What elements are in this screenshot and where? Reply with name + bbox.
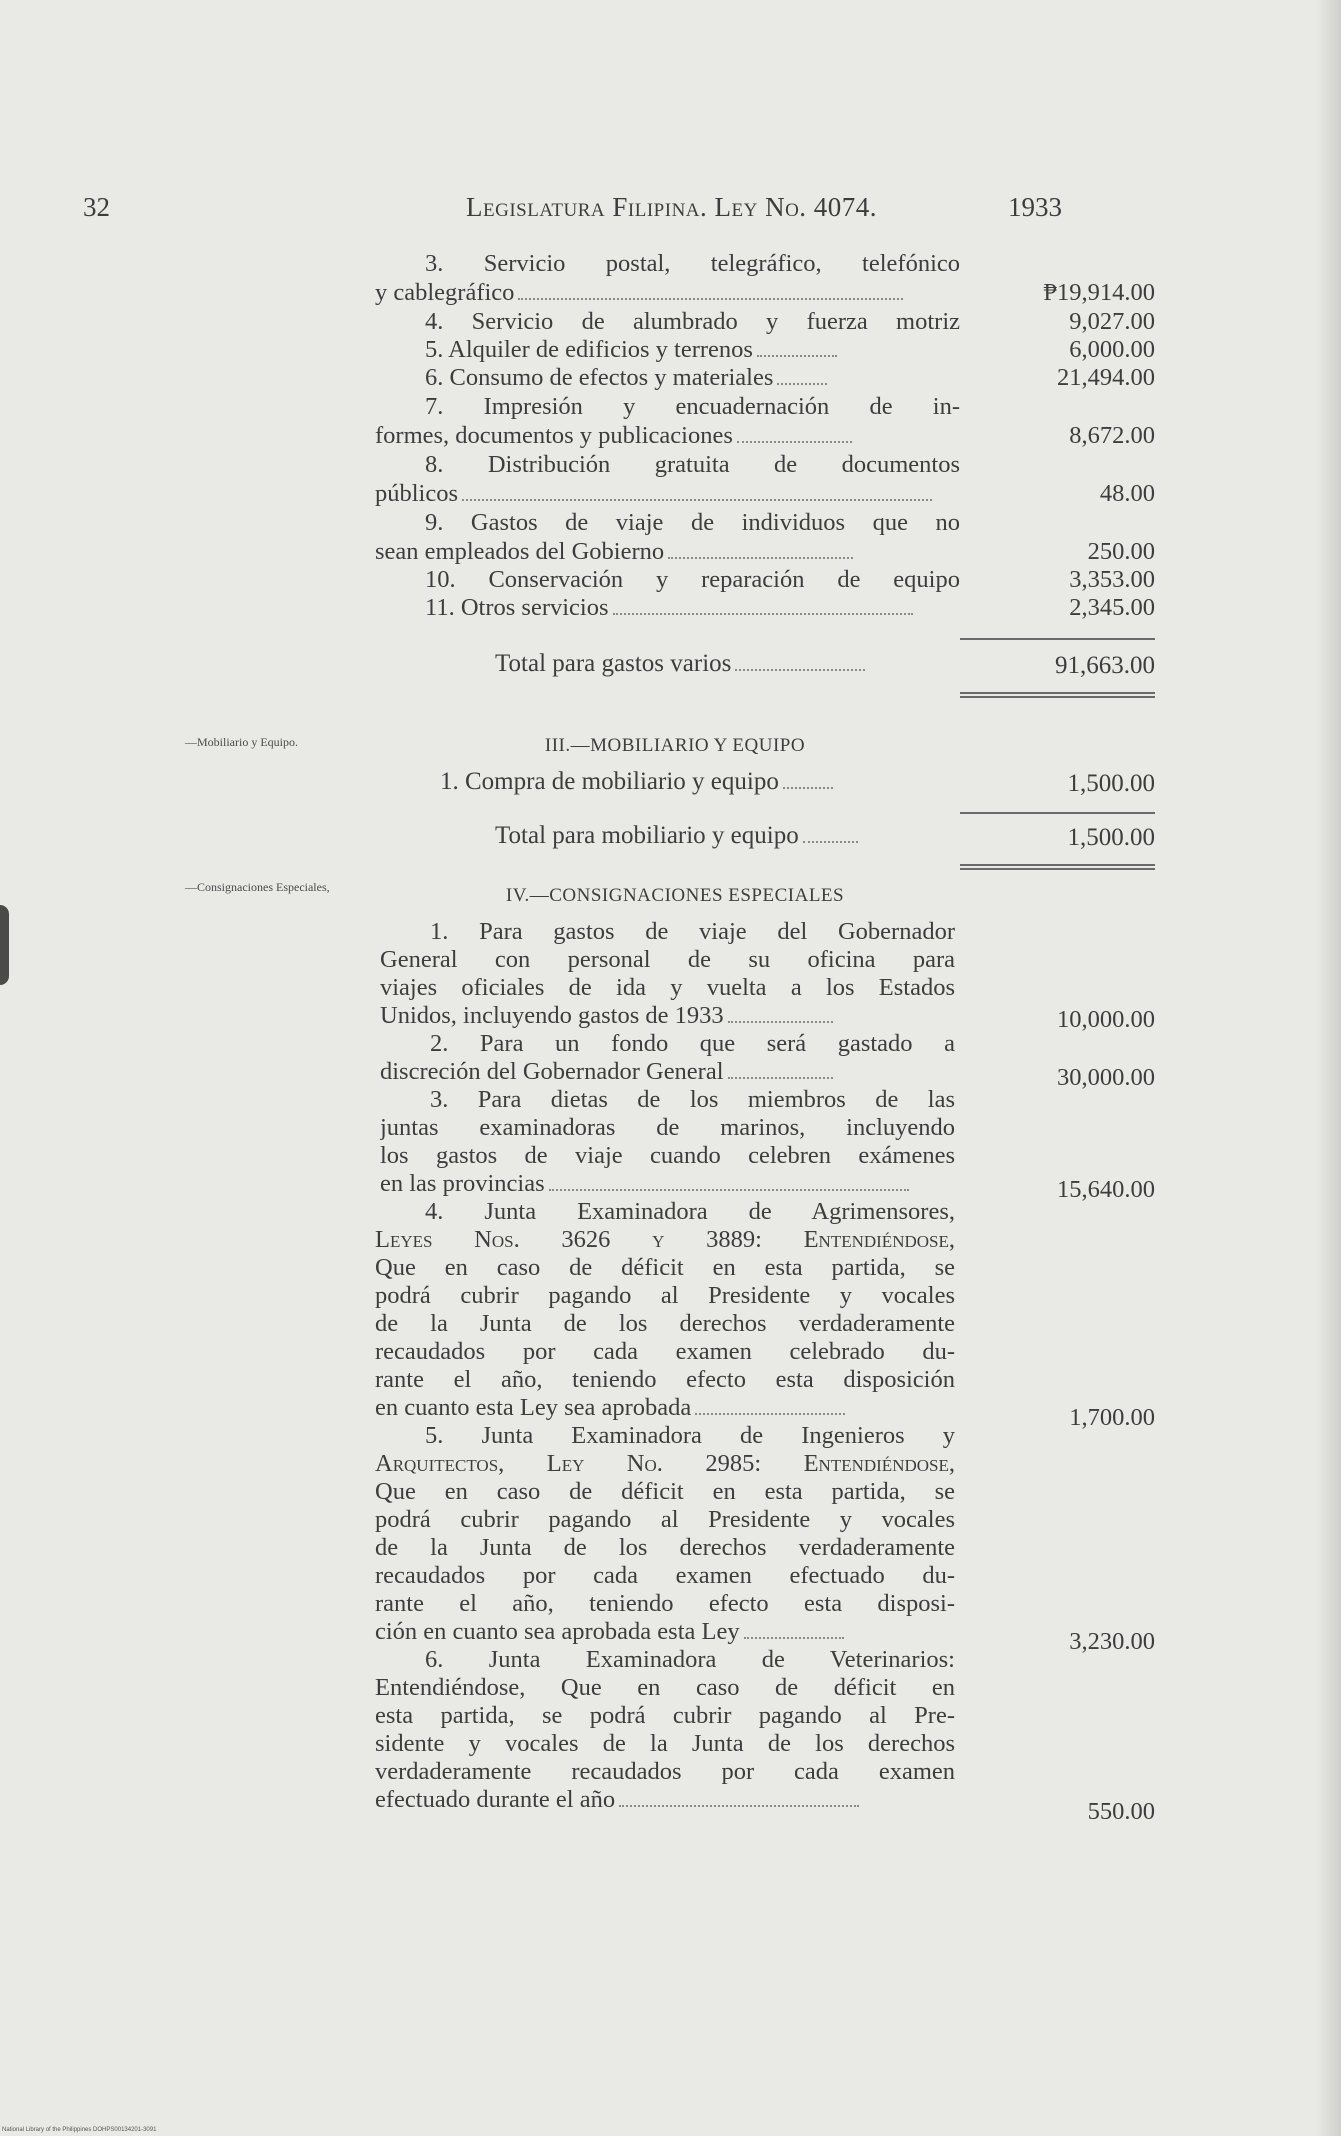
dot-leader [777, 367, 827, 385]
list-item: 9. Gastos de viaje de individuos que no [425, 509, 960, 536]
amount: 1,700.00 [1069, 1404, 1155, 1431]
amount: 48.00 [1099, 480, 1155, 507]
list-item: discreción del Gobernador General [380, 1058, 833, 1086]
running-title: Legislatura Filipina. Ley No. 4074. [466, 192, 878, 222]
list-item: 6. Consumo de efectos y materiales [375, 364, 827, 392]
dot-leader [462, 483, 932, 501]
list-item: recaudados por cada examen celebrado du- [375, 1338, 955, 1365]
list-item: Leyes Nos. 3626 y 3889: Entendiéndose, [375, 1226, 955, 1253]
amount: ₱19,914.00 [1043, 279, 1155, 306]
list-item: 10. Conservación y reparación de equipo [425, 566, 960, 593]
list-item: de la Junta de los derechos verdaderamente [375, 1534, 955, 1561]
dot-leader [783, 771, 833, 789]
total-mobiliario-label: Total para mobiliario y equipo [495, 822, 858, 850]
list-item: los gastos de viaje cuando celebren exámenes [380, 1142, 955, 1169]
total-gastos-varios-amount: 91,663.00 [1055, 652, 1155, 679]
list-item: públicos [375, 480, 932, 508]
dot-leader [613, 597, 913, 615]
list-item: Unidos, incluyendo gastos de 1933 [380, 1002, 833, 1030]
list-item: formes, documentos y publicaciones [375, 422, 852, 450]
list-item: 6. Junta Examinadora de Veterinarios: [425, 1646, 955, 1673]
list-item: 8. Distribución gratuita de documentos [425, 451, 960, 478]
dot-leader [728, 1061, 833, 1079]
dot-leader [757, 339, 837, 357]
list-item: 4. Servicio de alumbrado y fuerza motriz [425, 308, 960, 335]
section-heading-iv: IV.—CONSIGNACIONES ESPECIALES [505, 885, 845, 906]
list-item: en las provincias [380, 1170, 909, 1198]
list-item: de la Junta de los derechos verdaderamente [375, 1310, 955, 1337]
list-item: General con personal de su oficina para [380, 946, 955, 973]
list-item: juntas examinadoras de marinos, incluyendo [380, 1114, 955, 1141]
dot-leader [803, 825, 858, 843]
dot-leader [549, 1173, 909, 1191]
header-year: 1933 [1008, 192, 1062, 222]
list-item: 5. Junta Examinadora de Ingenieros y [425, 1422, 955, 1449]
margin-note-mobiliario: —Mobiliario y Equipo. [185, 735, 298, 749]
list-item: Entendiéndose, Que en caso de déficit en [375, 1674, 955, 1701]
amount: 15,640.00 [1057, 1176, 1155, 1203]
total-gastos-varios-label: Total para gastos varios [495, 650, 865, 678]
amount: 9,027.00 [1069, 308, 1155, 335]
scan-footer: National Library of the Philippines DOHPS00134201-3091 [2, 2127, 157, 2133]
amount: 3,230.00 [1069, 1628, 1155, 1655]
margin-note-consignaciones: —Consignaciones Especiales, [185, 880, 330, 894]
list-item: Que en caso de déficit en esta partida, se [375, 1478, 955, 1505]
list-item: rante el año, teniendo efecto esta disposición [375, 1366, 955, 1393]
dot-leader [518, 282, 903, 300]
list-item: efectuado durante el año [375, 1786, 859, 1814]
list-item: y cablegráfico [375, 279, 903, 307]
amount: 30,000.00 [1057, 1064, 1155, 1091]
amount: 550.00 [1087, 1798, 1155, 1825]
list-item: 2. Para un fondo que será gastado a [430, 1030, 955, 1057]
amount: 21,494.00 [1057, 364, 1155, 391]
amount: 2,345.00 [1069, 594, 1155, 621]
subtotal-rule [960, 812, 1155, 814]
total-mobiliario-amount: 1,500.00 [1067, 824, 1155, 851]
list-item: recaudados por cada examen efectuado du- [375, 1562, 955, 1589]
amount: 6,000.00 [1069, 336, 1155, 363]
list-item: 7. Impresión y encuadernación de in- [425, 393, 960, 420]
list-item: 5. Alquiler de edificios y terrenos [375, 336, 837, 364]
dot-leader [737, 425, 852, 443]
list-item: podrá cubrir pagando al Presidente y vocales [375, 1506, 955, 1533]
amount: 3,353.00 [1069, 566, 1155, 593]
binding-mark [0, 905, 9, 985]
list-item: Arquitectos, Ley No. 2985: Entendiéndose, [375, 1450, 955, 1477]
dot-leader [619, 1789, 859, 1807]
total-double-rule [960, 864, 1155, 870]
list-item: 11. Otros servicios [425, 594, 913, 622]
list-item: 3. Para dietas de los miembros de las [430, 1086, 955, 1113]
list-item: podrá cubrir pagando al Presidente y vocales [375, 1282, 955, 1309]
list-item: 1. Para gastos de viaje del Gobernador [430, 918, 955, 945]
list-item: Que en caso de déficit en esta partida, se [375, 1254, 955, 1281]
page-header [0, 192, 1341, 232]
dot-leader [668, 541, 853, 559]
dot-leader [744, 1621, 844, 1639]
amount: 8,672.00 [1069, 422, 1155, 449]
page-number: 32 [83, 192, 110, 222]
amount: 1,500.00 [1067, 770, 1155, 797]
page-edge-shadow [1315, 0, 1341, 2136]
total-double-rule [960, 692, 1155, 698]
dot-leader [728, 1005, 833, 1023]
section-heading-iii: III.—MOBILIARIO Y EQUIPO [544, 735, 806, 756]
list-item: verdaderamente recaudados por cada examen [375, 1758, 955, 1785]
list-item: en cuanto esta Ley sea aprobada [375, 1394, 845, 1422]
amount: 250.00 [1087, 538, 1155, 565]
list-item: sidente y vocales de la Junta de los derechos [375, 1730, 955, 1757]
list-item: sean empleados del Gobierno [375, 538, 853, 566]
dot-leader [695, 1397, 845, 1415]
list-item: viajes oficiales de ida y vuelta a los Estados [380, 974, 955, 1001]
list-item: 1. Compra de mobiliario y equipo [440, 768, 833, 796]
list-item: esta partida, se podrá cubrir pagando al Pre- [375, 1702, 955, 1729]
dot-leader [735, 653, 865, 671]
list-item: 4. Junta Examinadora de Agrimensores, [425, 1198, 955, 1225]
list-item: 3. Servicio postal, telegráfico, telefónico [425, 250, 960, 277]
amount: 10,000.00 [1057, 1006, 1155, 1033]
subtotal-rule [960, 638, 1155, 640]
list-item: ción en cuanto sea aprobada esta Ley [375, 1618, 844, 1646]
list-item: rante el año, teniendo efecto esta disposi- [375, 1590, 955, 1617]
